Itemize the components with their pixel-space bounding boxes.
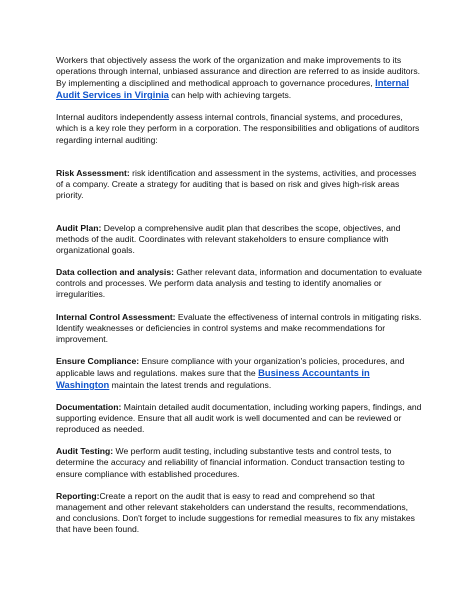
section-term: Ensure Compliance: — [56, 355, 140, 366]
section-risk-assessment — [56, 168, 422, 201]
section-data-collection — [56, 267, 422, 300]
section-term: Audit Testing: — [56, 446, 114, 457]
section-text: Create a report on the audit that is easy to read and comprehend so that management and other relevant stakeholders can understand the results, recommendations, and conclusions. Don't forget to include suggestions for remedial measures to fix any mistakes that have been found. — [56, 490, 415, 534]
section-audit-testing — [56, 446, 422, 479]
responsibilities-intro-paragraph: Internal auditors independently assess internal controls, financial systems, and procedures, which is a key role they perform in a corporation. The responsibilities and obligations of auditors regarding internal auditing: — [56, 112, 420, 145]
intro-text-after-link: can help with achieving targets. — [168, 90, 292, 101]
business-accountants-link[interactable]: Business Accountants in Washington — [56, 366, 370, 390]
section-text: We perform audit testing, including substantive tests and control tests, to determine the accuracy and reliability of financial information. Conduct transaction testing to ensure compliance with established procedures. — [56, 446, 405, 479]
section-text: Evaluate the effectiveness of internal controls in mitigating risks. Identify weaknesses or deficiencies in control systems and make recommendations for improvement. — [56, 311, 422, 344]
section-text-before-link: Ensure compliance with your organization's policies, procedures, and applicable laws and regulations. makes sure that the — [56, 355, 405, 378]
intro-paragraph — [56, 55, 422, 101]
section-documentation — [56, 402, 422, 435]
section-internal-control — [56, 312, 422, 345]
section-audit-plan — [56, 223, 422, 256]
internal-audit-services-link[interactable]: Internal Audit Services in Virginia — [56, 77, 409, 101]
intro-text-before-link: Workers that objectively assess the work of the organization and make improvements to its operations through internal, unbiased assurance and direction are referred to as inside auditors. By implementing a disciplined and methodical approach to governance procedures, — [56, 55, 421, 89]
document-body — [56, 55, 422, 546]
section-text-after-link: maintain the latest trends and regulations. — [109, 379, 272, 390]
section-reporting — [56, 491, 422, 535]
section-text: risk identification and assessment in the systems, activities, and processes of a company. Create a strategy for auditing that is based on risk and gives high-risk areas priority. — [56, 167, 417, 200]
section-term: Audit Plan: — [56, 222, 102, 233]
section-text: Gather relevant data, information and documentation to evaluate controls and processes. We perform data analysis and testing to identify anomalies or irregularities. — [56, 267, 422, 300]
section-text: Develop a comprehensive audit plan that describes the scope, objectives, and methods of the audit. Coordinates with relevant stakeholders to ensure compliance with organizational goals. — [56, 222, 401, 256]
section-ensure-compliance — [56, 356, 422, 391]
section-term: Documentation: — [56, 402, 122, 413]
section-term: Reporting: — [56, 490, 100, 501]
section-text: Maintain detailed audit documentation, including working papers, findings, and supporting evidence. Ensure that all audit work is well documented and can be reviewed or reproduced as needed. — [56, 402, 422, 435]
section-term: Data collection and analysis: — [56, 267, 174, 278]
section-term: Risk Assessment: — [56, 167, 130, 178]
section-term: Internal Control Assessment: — [56, 311, 176, 322]
